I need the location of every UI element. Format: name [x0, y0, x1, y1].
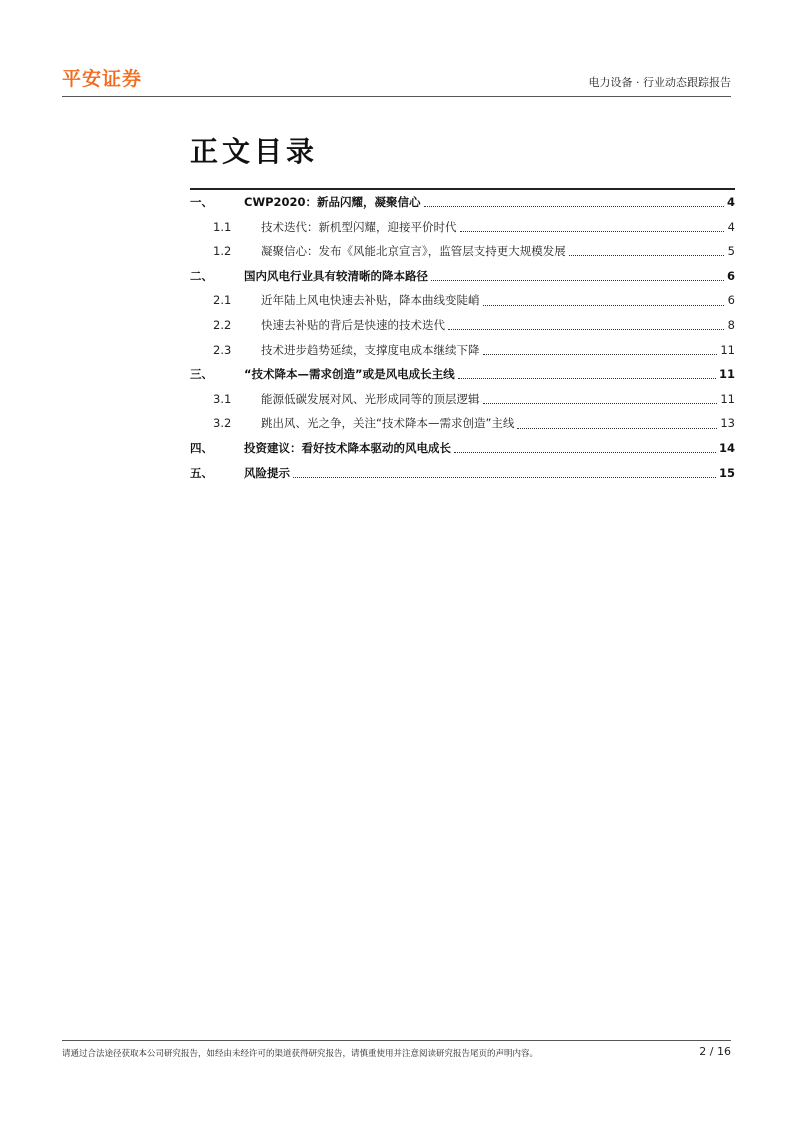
toc-dot-leader	[293, 476, 716, 478]
toc-entry-number: 2.3	[213, 342, 232, 357]
toc-entry-page: 6	[726, 268, 735, 283]
table-of-contents	[190, 190, 735, 485]
toc-entry-2[interactable]	[190, 264, 735, 289]
page-number: 2 / 16	[699, 1045, 731, 1058]
toc-entry-3[interactable]	[190, 362, 735, 387]
toc-entry-page: 15	[718, 465, 735, 480]
toc-entry-page: 4	[727, 219, 735, 234]
footer-disclaimer: 请通过合法途径获取本公司研究报告，如经由未经许可的渠道获得研究报告，请慎重使用并注意阅读研究报告尾页的声明内容。	[62, 1049, 539, 1059]
toc-entry-3-2[interactable]	[190, 411, 735, 436]
company-logo: 平安证券	[62, 68, 143, 90]
toc-dot-leader	[458, 377, 716, 379]
toc-entry-number: 三、	[190, 367, 213, 382]
toc-entry-label: 风险提示	[244, 465, 290, 480]
toc-entry-page: 11	[720, 342, 735, 357]
toc-dot-leader	[483, 304, 725, 306]
toc-entry-1-2[interactable]	[190, 239, 735, 264]
toc-entry-3-1[interactable]	[190, 387, 735, 412]
toc-entry-page: 6	[727, 293, 735, 308]
toc-entry-number: 2.1	[213, 293, 232, 308]
toc-entry-page: 8	[727, 317, 735, 332]
toc-entry-1[interactable]	[190, 190, 735, 215]
toc-entry-label: 技术迭代：新机型闪耀，迎接平价时代	[261, 219, 457, 234]
footer-divider	[62, 1040, 731, 1041]
toc-entry-number: 五、	[190, 465, 213, 480]
toc-entry-label: 投资建议：看好技术降本驱动的风电成长	[244, 440, 451, 455]
toc-entry-2-3[interactable]	[190, 338, 735, 363]
toc-entry-page: 5	[727, 244, 735, 259]
toc-dot-leader	[517, 427, 717, 429]
toc-entry-4[interactable]	[190, 436, 735, 461]
toc-entry-number: 1.2	[213, 244, 232, 259]
toc-dot-leader	[483, 353, 718, 355]
toc-entry-number: 四、	[190, 440, 213, 455]
toc-dot-leader	[448, 328, 724, 330]
toc-entry-page: 11	[720, 391, 735, 406]
toc-entry-label: 快速去补贴的背后是快速的技术迭代	[261, 317, 445, 332]
toc-entry-page: 14	[718, 440, 735, 455]
toc-entry-page: 4	[726, 195, 735, 209]
toc-entry-label: “技术降本—需求创造”或是风电成长主线	[244, 367, 455, 382]
toc-entry-label: 近年陆上风电快速去补贴，降本曲线变陡峭	[261, 293, 480, 308]
toc-entry-label: 跳出风、光之争，关注“技术降本—需求创造”主线	[261, 416, 515, 431]
toc-dot-leader	[460, 230, 725, 232]
toc-entry-number: 3.2	[213, 416, 232, 431]
report-type-label: 电力设备 · 行业动态跟踪报告	[588, 76, 731, 89]
toc-entry-label: 凝聚信心：发布《风能北京宣言》，监管层支持更大规模发展	[261, 244, 566, 259]
toc-entry-number: 一、	[190, 195, 213, 209]
toc-entry-page: 11	[718, 367, 735, 382]
toc-entry-2-1[interactable]	[190, 288, 735, 313]
toc-entry-label: 技术进步趋势延续，支撑度电成本继续下降	[261, 342, 480, 357]
toc-entry-5[interactable]	[190, 461, 735, 486]
toc-dot-leader	[454, 451, 716, 453]
toc-entry-label: 国内风电行业具有较清晰的降本路径	[244, 268, 428, 283]
toc-entry-page: 13	[720, 416, 735, 431]
toc-entry-1-1[interactable]	[190, 215, 735, 240]
toc-title: 正文目录	[190, 135, 319, 168]
toc-entry-number: 2.2	[213, 317, 232, 332]
toc-dot-leader	[483, 402, 718, 404]
toc-entry-2-2[interactable]	[190, 313, 735, 338]
toc-entry-number: 1.1	[213, 219, 232, 234]
toc-dot-leader	[431, 279, 724, 281]
toc-dot-leader	[424, 205, 724, 207]
toc-entry-number: 3.1	[213, 391, 232, 406]
toc-entry-label: 能源低碳发展对风、光形成同等的顶层逻辑	[261, 391, 480, 406]
toc-dot-leader	[569, 254, 724, 256]
toc-entry-label: CWP2020：新品闪耀，凝聚信心	[244, 195, 421, 209]
header-divider	[62, 96, 731, 97]
toc-entry-number: 二、	[190, 268, 213, 283]
